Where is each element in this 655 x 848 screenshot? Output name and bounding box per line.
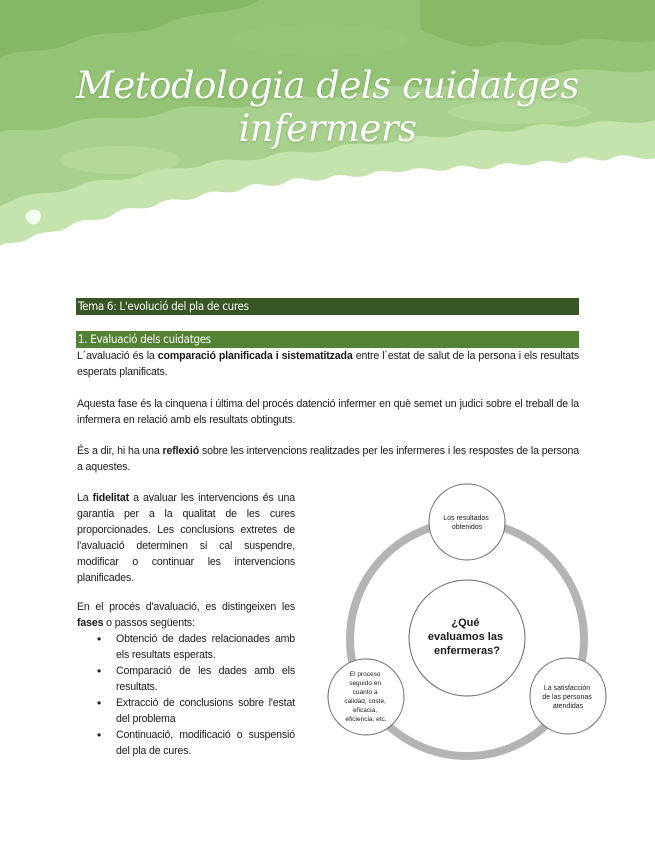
top-node — [429, 484, 505, 560]
left-node-label-line: calidad, coste, — [344, 698, 386, 705]
left-node-label-line: eficacia, — [353, 707, 378, 714]
paragraph-fidelity: La fidelitat a avaluar les intervencions és una garantia per a la qualitat de les cures proporcionades. Les conclusions extretes de l'avaluació determinen si cal suspendre, modificar o continuar les intervencions planificades. — [77, 492, 295, 584]
left-node-label-line: El proceso — [349, 671, 381, 678]
evaluation-cycle-diagram — [320, 478, 620, 768]
list-item: • Comparació de les dades amb els resultats. — [77, 663, 295, 695]
emphasis-text: comparació planificada i sistematitzada — [157, 350, 353, 362]
paragraph-phases-intro: En el procés d'avaluació, es distingeixen les fases o passos següents: — [77, 601, 295, 629]
center-label-line: evaluamos las — [427, 631, 504, 643]
right-node-label-line: de las personas — [542, 694, 592, 701]
right-node-label-line: La satisfacción — [543, 685, 591, 692]
paragraph-definition: L´avaluació és la comparació planificada i sistematitzada entre l´estat de salut de la persona i els resultats esperats planificats. — [77, 350, 579, 378]
left-node-label-line: seguido en — [349, 680, 381, 687]
emphasis-text: reflexió — [162, 445, 200, 457]
paragraph-phase: Aquesta fase és la cinquena i última del procés datenció infermer en què semet un judici sobre el treball de la infermera en relació amb els resultats obtinguts. — [77, 398, 579, 426]
list-item: • Extracció de conclusions sobre l'estat del problema — [77, 695, 295, 727]
left-node-label-line: cuanto a — [352, 689, 378, 696]
section-heading: 1. Evaluació dels cuidatges — [76, 331, 579, 348]
top-node-label-line: Los resultados — [443, 515, 489, 522]
list-item: • Obtenció de dades relacionades amb els resultats esperats. — [77, 631, 295, 663]
topic-bar: Tema 6: L'evolució del pla de cures — [76, 298, 579, 315]
phases-list — [77, 631, 295, 759]
left-node-label-line: eficiencia, etc. — [345, 716, 387, 723]
top-node-label-line: obtenidos — [451, 524, 483, 531]
list-item: • Continuació, modificació o suspensió del pla de cures. — [77, 727, 295, 759]
right-node-label-line: atendidas — [552, 703, 584, 710]
center-label-line: enfermeras? — [433, 645, 501, 657]
center-label-line: ¿Qué — [451, 617, 480, 629]
page-title: Metodologia dels cuidatges infermers — [75, 64, 580, 150]
emphasis-text: fases — [77, 617, 104, 629]
emphasis-text: fidelitat — [92, 492, 129, 504]
paragraph-reflection: És a dir, hi ha una reflexió sobre les intervencions realitzades per les infermeres i les respostes de la persona a aquestes. — [77, 445, 579, 473]
